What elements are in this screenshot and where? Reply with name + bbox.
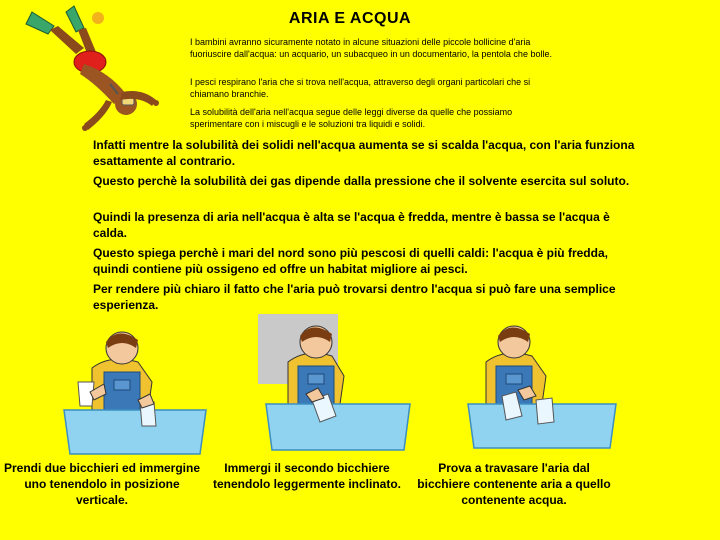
experiment-illustration-3 xyxy=(462,312,622,452)
caption-step-1: Prendi due bicchieri ed immergine uno tenendolo in posizione verticale. xyxy=(3,461,201,507)
intro-paragraph-3: La solubilità dell'aria nell'acqua segue delle leggi diverse da quelle che possiamo sperimentare con i miscugli e le soluzioni tra liquidi e solidi. xyxy=(190,107,513,129)
body-paragraph-4: Questo spiega perchè i mari del nord sono più pescosi di quelli caldi: l'acqua è più fredda, quindi contiene più ossigeno ed offre un habitat migliore ai pesci. xyxy=(93,246,608,276)
body-paragraph-1: Infatti mentre la solubilità dei solidi nell'acqua aumenta se si scalda l'acqua, con l'aria funziona esattamente al contrario. xyxy=(93,138,635,168)
experiment-illustration-2 xyxy=(258,314,418,454)
intro-paragraph-1: I bambini avranno sicuramente notato in alcune situazioni delle piccole bollicine d'aria fuoriuscire dall'acqua: un acquario, un subacqueo in un documentario, la pentola che bolle. xyxy=(190,37,552,59)
caption-step-2: Immergi il secondo bicchiere tenendolo leggermente inclinato. xyxy=(212,461,402,491)
body-paragraph-2: Questo perchè la solubilità dei gas dipende dalla pressione che il solvente esercita sul soluto. xyxy=(93,174,630,188)
body-paragraph-3: Quindi la presenza di aria nell'acqua è alta se l'acqua è fredda, mentre è bassa se l'acqua è calda. xyxy=(93,210,610,240)
caption-step-3: Prova a travasare l'aria dal bicchiere contenente aria a quello contenente acqua. xyxy=(417,461,611,507)
body-paragraph-5: Per rendere più chiaro il fatto che l'aria può trovarsi dentro l'acqua si può fare una semplice esperienza. xyxy=(93,282,616,312)
page-title: ARIA E ACQUA xyxy=(288,10,412,27)
diver-illustration xyxy=(14,4,184,144)
experiment-illustration-1 xyxy=(60,318,210,458)
intro-paragraph-2: I pesci respirano l'aria che si trova nell'acqua, attraverso degli organi particolari che si chiamano branchie. xyxy=(190,77,531,99)
